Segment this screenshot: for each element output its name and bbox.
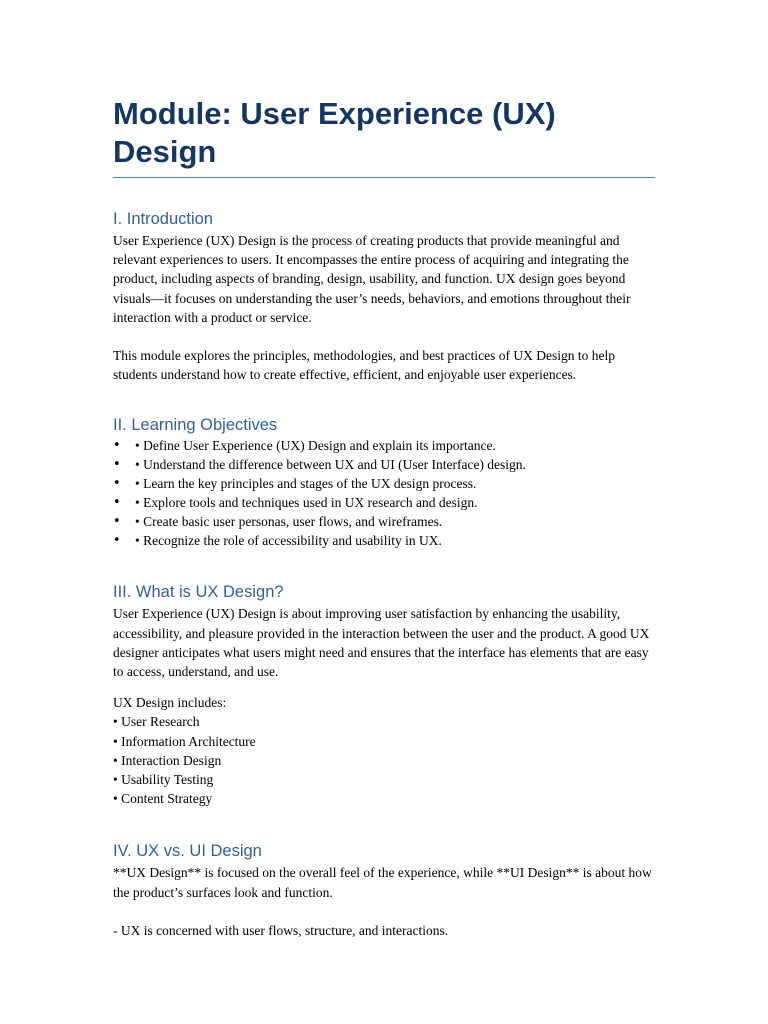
ux-includes-label: UX Design includes:: [113, 695, 227, 711]
list-item-text: • Recognize the role of accessibility and usability in UX.: [135, 533, 442, 549]
list-item: [113, 512, 768, 531]
learning-objectives-list: [113, 436, 768, 550]
list-item: • User Research: [113, 714, 200, 730]
ux-concern-line: - UX is concerned with user flows, structure, and interactions.: [113, 922, 449, 938]
section-heading-learning-objectives: II. Learning Objectives: [113, 416, 278, 435]
list-item-text: • Define User Experience (UX) Design and explain its importance.: [135, 438, 496, 454]
bullet-icon: •: [113, 514, 121, 530]
list-item: [113, 436, 768, 455]
list-item: [113, 493, 768, 512]
bullet-icon: •: [113, 533, 121, 549]
introduction-paragraph: User Experience (UX) Design is the process of creating products that provide meaningful and relevant experiences to users. It encompasses the entire process of acquiring and integrating the product, including aspects of branding, design, usability, and function. UX design goes beyond visuals—it focuses on understanding the user’s needs, behaviors, and emotions throughout their interaction with a product or service.: [113, 233, 631, 325]
list-item-text: • Learn the key principles and stages of the UX design process.: [135, 476, 477, 492]
list-item: • Content Strategy: [113, 791, 213, 807]
bullet-icon: •: [113, 457, 121, 473]
list-item: • Usability Testing: [113, 772, 214, 788]
list-item: [113, 455, 768, 474]
section-heading-ux-vs-ui: IV. UX vs. UI Design: [113, 842, 262, 861]
list-item: [113, 474, 768, 493]
document-title: Module: User Experience (UX) Design: [113, 95, 655, 178]
list-item: [113, 531, 768, 550]
bullet-icon: •: [113, 476, 121, 492]
list-item-text: • Explore tools and techniques used in UX research and design.: [135, 495, 478, 511]
bullet-icon: •: [113, 438, 121, 454]
list-item-text: • Understand the difference between UX and UI (User Interface) design.: [135, 457, 526, 473]
introduction-paragraph-2: This module explores the principles, methodologies, and best practices of UX Design to help students understand how to create effective, efficient, and enjoyable user experiences.: [113, 348, 616, 383]
bullet-icon: •: [113, 495, 121, 511]
ux-vs-ui-paragraph: **UX Design** is focused on the overall feel of the experience, while **UI Design** is about how the product’s surfaces look and function.: [113, 865, 652, 900]
list-item: • Information Architecture: [113, 733, 256, 749]
ux-includes-list: [113, 693, 768, 808]
section-heading-introduction: I. Introduction: [113, 210, 213, 228]
list-item: • Interaction Design: [113, 752, 222, 768]
what-is-ux-paragraph: User Experience (UX) Design is about improving user satisfaction by enhancing the usability, accessibility, and pleasure provided in the interaction between the user and the product. A good UX designer anticipates what users might need and ensures that the interface has elements that are easy to access, understand, and use.: [113, 606, 650, 680]
list-item-text: • Create basic user personas, user flows, and wireframes.: [135, 514, 443, 530]
section-heading-what-is-ux: III. What is UX Design?: [113, 583, 284, 602]
